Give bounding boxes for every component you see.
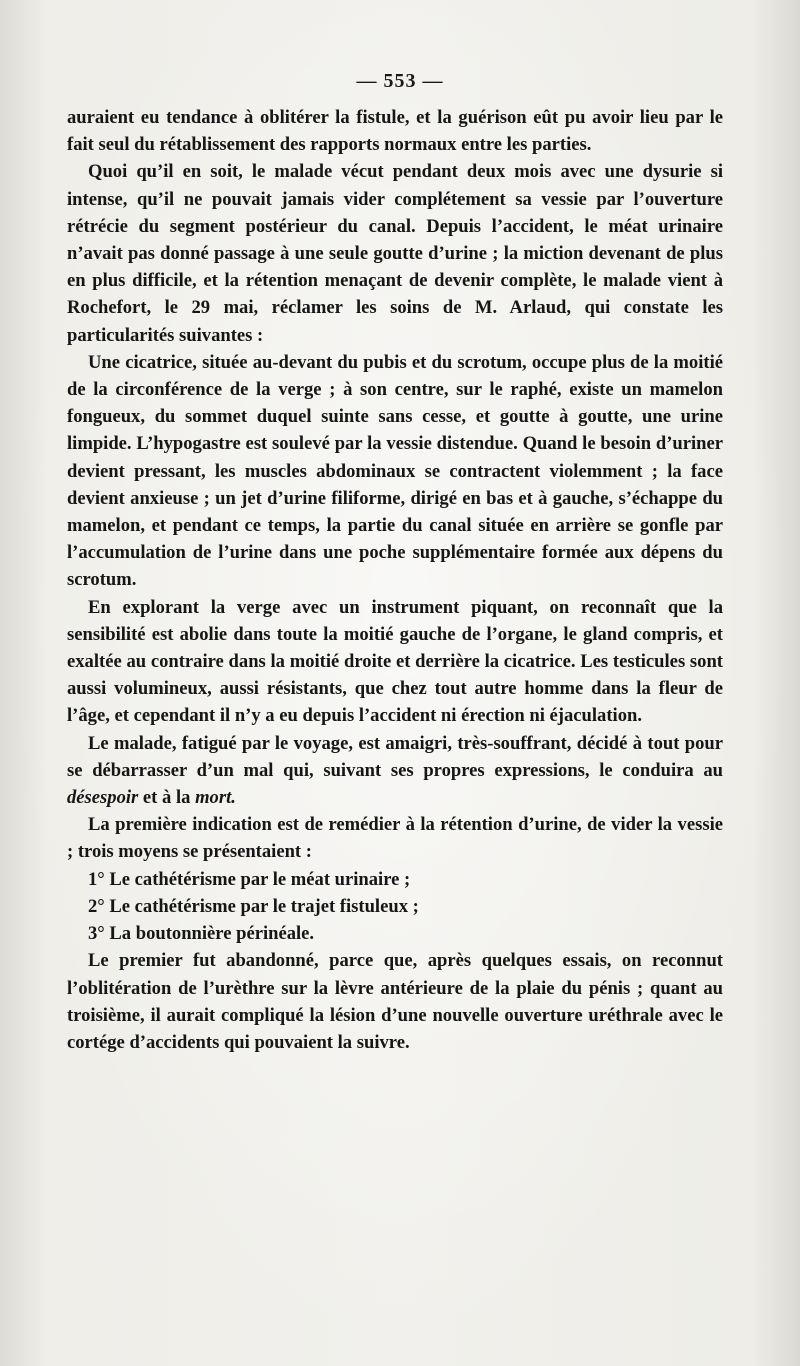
paragraph-malade-mid: et à la [138, 787, 196, 809]
paragraph-continuation: auraient eu tendance à oblitérer la fistule, et la guérison eût pu avoir lieu par le fait seul du rétablissement des rapports normaux entre les parties. [67, 107, 723, 156]
paragraph-malade [67, 730, 723, 812]
page-number: — 553 — [356, 70, 444, 92]
paragraph-cicatrice: Une cicatrice, située au-devant du pubis et du scrotum, occupe plus de la moitié de la circonférence de la verge ; à son centre, sur le raphé, existe un mamelon fongueux, du sommet duquel suinte sans cesse, et goutte à goutte, une urine limpide. L’hypogastre est soulevé par la vessie distendue. Quand le besoin d’uriner devient pressant, les muscles abdominaux se contractent violemment ; la face devient anxieuse ; un jet d’urine filiforme, dirigé en bas et à gauche, s’échappe du mamelon, et pendant ce temps, la partie du canal située en arrière se gonfle par l’accumulation de l’urine dans une poche supplémentaire formée aux dépens du scrotum. [67, 351, 723, 591]
paragraph-dysurie: Quoi qu’il en soit, le malade vécut pendant deux mois avec une dysurie si intense, qu’il ne pouvait jamais vider complétement sa vessie par l’ouverture rétrécie du segment postérieur du canal. Depuis l’accident, le méat urinaire n’avait pas donné passage à une seule goutte d’urine ; la miction devenant de plus en plus difficile, et la rétention menaçant de devenir complète, le malade vient à Rochefort, le 29 mai, réclamer les soins de M. Arlaud, qui constate les particularités suivantes : [67, 161, 723, 346]
paragraph-indication: La première indication est de remédier à la rétention d’urine, de vider la vessie ; trois moyens se présentaient : [67, 814, 723, 863]
list-item-fistule: 2° Le cathétérisme par le trajet fistuleux ; [88, 895, 419, 917]
paragraph-malade-text: Le malade, fatigué par le voyage, est amaigri, très-souffrant, décidé à tout pour se débarrasser d’un mal qui, suivant ses propres expressions, le conduira au [67, 732, 723, 781]
paragraph-exploration: En explorant la verge avec un instrument piquant, on reconnaît que la sensibilité est abolie dans toute la moitié gauche de l’organe, le gland compris, et exaltée au contraire dans la moitié droite et derrière la cicatrice. Les testicules sont aussi volumineux, aussi résistants, que chez tout autre homme dans la fleur de l’âge, et cependant il n’y a eu depuis l’accident ni érection ni éjaculation. [67, 596, 723, 727]
emphasis-mort: mort. [195, 787, 236, 809]
paragraph-premier: Le premier fut abandonné, parce que, après quelques essais, on reconnut l’oblitération de l’urèthre sur la lèvre antérieure de la plaie du pénis ; quant au troisième, il aurait compliqué la lésion d’une nouvelle ouverture uréthrale avec le cortége d’accidents qui pouvaient la suivre. [67, 950, 723, 1053]
list-item-boutonniere: 3° La boutonnière périnéale. [88, 923, 315, 945]
body-text [67, 104, 723, 1056]
emphasis-desespoir: désespoir [67, 787, 139, 809]
list-item-meat: 1° Le cathétérisme par le méat urinaire ; [88, 868, 411, 890]
